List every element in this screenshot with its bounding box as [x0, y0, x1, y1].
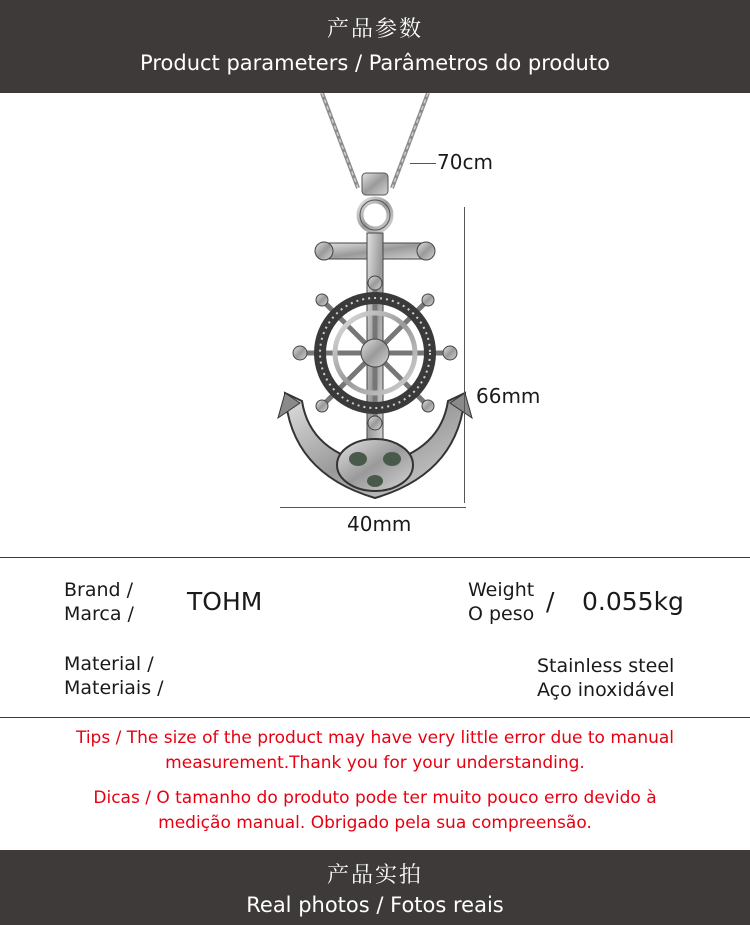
width-label: 40mm — [347, 512, 412, 536]
chain-length-leader — [410, 163, 436, 164]
tips-pt — [0, 786, 750, 836]
header-banner — [0, 0, 750, 93]
material-value-pt: Aço inoxidável — [537, 679, 675, 701]
height-dimension-line — [464, 207, 465, 503]
footer-banner — [0, 850, 750, 925]
tips-pt-line1: Dicas / O tamanho do produto pode ter muito pouco erro devido à — [93, 788, 657, 808]
material-label-pt: Materiais / — [64, 677, 164, 699]
width-dimension-line — [280, 507, 466, 508]
weight-separator: / — [546, 587, 555, 616]
tips-en-line1: Tips / The size of the product may have very little error due to manual — [75, 728, 675, 748]
weight-value: 0.055kg — [582, 587, 684, 616]
divider-bottom — [0, 717, 750, 718]
brand-label — [64, 578, 134, 626]
brand-label-pt: Marca / — [64, 603, 134, 625]
divider-top — [0, 557, 750, 558]
chain-length-label: 70cm — [437, 150, 493, 174]
footer-title-en: Real photos / Fotos reais — [246, 893, 504, 917]
weight-label — [468, 578, 534, 626]
brand-value: TOHM — [187, 587, 263, 616]
material-label-en: Material / — [64, 653, 154, 675]
footer-title-zh: 产品实拍 — [326, 863, 423, 888]
material-value — [537, 654, 675, 702]
height-label: 66mm — [476, 384, 541, 408]
tips-en-line2: measurement.Thank you for your understanding. — [165, 753, 585, 773]
material-value-en: Stainless steel — [537, 655, 675, 677]
header-title-zh: 产品参数 — [326, 17, 423, 42]
weight-label-pt: O peso — [468, 603, 535, 625]
brand-label-en: Brand / — [64, 579, 134, 601]
tips-en — [0, 726, 750, 776]
weight-label-en: Weight — [468, 579, 535, 601]
material-label — [64, 652, 164, 700]
tips-pt-line2: medição manual. Obrigado pela sua compreensão. — [158, 813, 592, 833]
header-title-en: Product parameters / Parâmetros do produto — [140, 51, 610, 75]
